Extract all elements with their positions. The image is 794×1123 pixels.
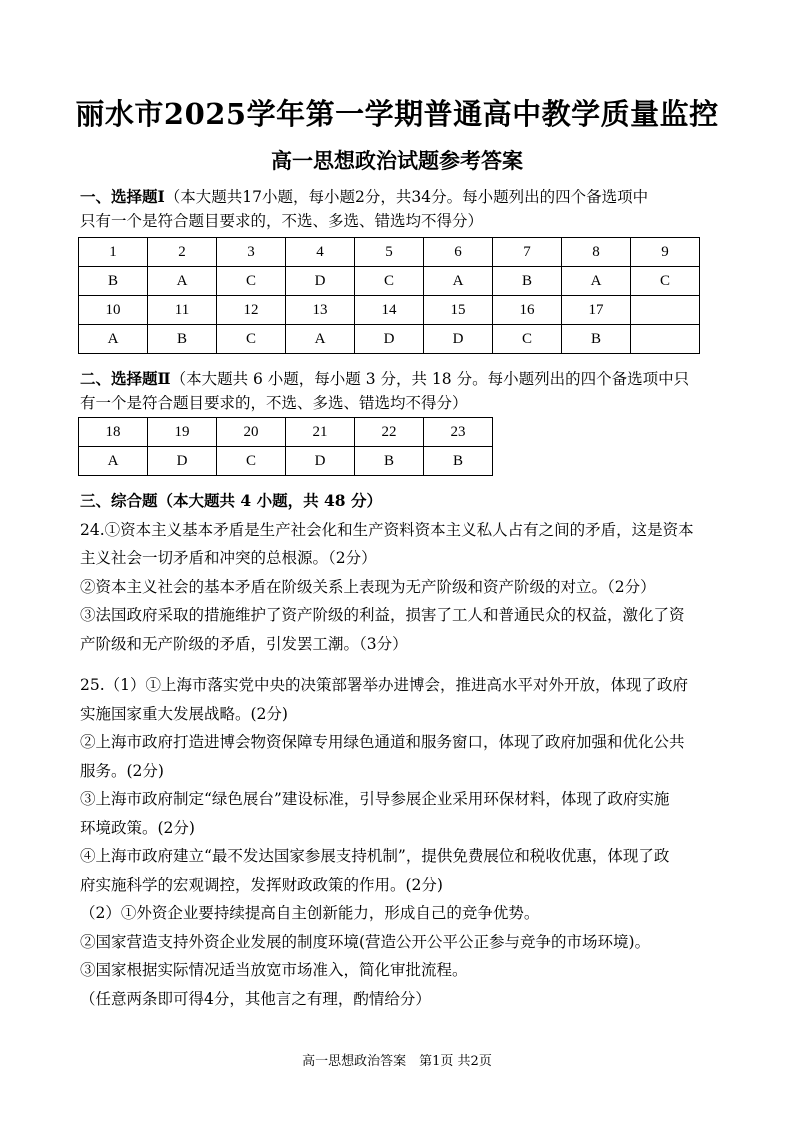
section1-note-line2: 只有一个是符合题目要求的，不选、多选、错选均不得分） bbox=[80, 212, 484, 230]
section2-heading: 二、选择题Ⅱ bbox=[80, 369, 171, 388]
section2-answer-table bbox=[78, 417, 493, 476]
question-number-cell: 12 bbox=[217, 296, 286, 325]
section2-note-line1: （本大题共 6 小题，每小题 3 分，共 18 分。每小题列出的四个备选项中只 bbox=[170, 370, 690, 388]
question-number-cell: 2 bbox=[148, 238, 217, 267]
q25-line5: ③上海市政府制定“绿色展台”建设标准，引导参展企业采用环保材料，体现了政府实施 bbox=[80, 790, 670, 808]
section1-answer-table bbox=[78, 237, 700, 354]
question-number-cell: 15 bbox=[424, 296, 493, 325]
q25-line7: ④上海市政府建立“最不发达国家参展支持机制”，提供免费展位和税收优惠，体现了政 bbox=[80, 847, 670, 865]
answer-cell: A bbox=[148, 267, 217, 296]
table-row bbox=[79, 238, 700, 267]
section1-note-line1: （本大题共17小题，每小题2分，共34分。每小题列出的四个备选项中 bbox=[164, 188, 649, 206]
q25-line4: 服务。(2分) bbox=[80, 762, 164, 780]
page-footer: 高一思想政治答案 第1页 共2页 bbox=[302, 1054, 492, 1069]
section1-heading: 一、选择题Ⅰ bbox=[80, 187, 165, 206]
question-number-cell: 18 bbox=[79, 418, 148, 447]
q25-line10: ②国家营造支持外资企业发展的制度环境(营造公开公平公正参与竞争的市场环境)。 bbox=[80, 933, 651, 951]
q24-line1: 24.①资本主义基本矛盾是生产社会化和生产资料资本主义私人占有之间的矛盾，这是资本 bbox=[80, 521, 694, 539]
question-number-cell: 13 bbox=[286, 296, 355, 325]
question-number-cell: 20 bbox=[217, 418, 286, 447]
q25-line9: （2）①外资企业要持续提高自主创新能力，形成自己的竞争优势。 bbox=[80, 904, 540, 922]
answer-cell: A bbox=[286, 325, 355, 354]
section3-heading-text: 三、综合题（本大题共 4 小题，共 48 分） bbox=[80, 491, 382, 510]
question-number-cell: 6 bbox=[424, 238, 493, 267]
section2-note-line2: 有一个是符合题目要求的，不选、多选、错选均不得分） bbox=[80, 394, 468, 412]
q25-line2: 实施国家重大发展战略。(2分) bbox=[80, 705, 288, 723]
answer-cell: B bbox=[355, 447, 424, 476]
table-row bbox=[79, 296, 700, 325]
answer-cell: A bbox=[424, 267, 493, 296]
answer-cell: C bbox=[355, 267, 424, 296]
page-subtitle: 高一思想政治试题参考答案 bbox=[271, 148, 523, 173]
answer-cell: B bbox=[562, 325, 631, 354]
question-number-cell: 1 bbox=[79, 238, 148, 267]
table-row bbox=[79, 267, 700, 296]
page-title: 丽水市2025学年第一学期普通高中教学质量监控 bbox=[75, 97, 719, 131]
table-row bbox=[79, 325, 700, 354]
q25-line1: 25.（1）①上海市落实党中央的决策部署举办进博会，推进高水平对外开放，体现了政府 bbox=[80, 676, 689, 694]
answer-cell: A bbox=[562, 267, 631, 296]
question-number-cell: 4 bbox=[286, 238, 355, 267]
section1-intro bbox=[80, 187, 720, 207]
question-number-cell: 16 bbox=[493, 296, 562, 325]
question-number-cell: 11 bbox=[148, 296, 217, 325]
answer-cell: D bbox=[355, 325, 424, 354]
question-number-cell: 19 bbox=[148, 418, 217, 447]
question-number-cell: 10 bbox=[79, 296, 148, 325]
q25-line11: ③国家根据实际情况适当放宽市场准入，简化审批流程。 bbox=[80, 961, 468, 979]
answer-cell: A bbox=[79, 447, 148, 476]
answer-cell: D bbox=[286, 267, 355, 296]
answer-cell: C bbox=[631, 267, 700, 296]
q24-line2: 主义社会一切矛盾和冲突的总根源。（2分） bbox=[80, 549, 377, 567]
q25-line8: 府实施科学的宏观调控，发挥财政政策的作用。(2分) bbox=[80, 876, 443, 894]
question-number-cell: 5 bbox=[355, 238, 424, 267]
question-number-cell bbox=[631, 296, 700, 325]
section3-heading bbox=[80, 491, 720, 511]
q24-line4: ③法国政府采取的措施维护了资产阶级的利益，损害了工人和普通民众的权益，激化了资 bbox=[80, 606, 685, 624]
question-number-cell: 17 bbox=[562, 296, 631, 325]
question-number-cell: 23 bbox=[424, 418, 493, 447]
answer-cell: C bbox=[493, 325, 562, 354]
question-number-cell: 21 bbox=[286, 418, 355, 447]
answer-cell: B bbox=[493, 267, 562, 296]
question-number-cell: 9 bbox=[631, 238, 700, 267]
q24-line3: ②资本主义社会的基本矛盾在阶级关系上表现为无产阶级和资产阶级的对立。（2分） bbox=[80, 578, 656, 596]
question-number-cell: 8 bbox=[562, 238, 631, 267]
answer-cell: D bbox=[148, 447, 217, 476]
question-number-cell: 3 bbox=[217, 238, 286, 267]
answer-cell: A bbox=[79, 325, 148, 354]
q25-line3: ②上海市政府打造进博会物资保障专用绿色通道和服务窗口，体现了政府加强和优化公共 bbox=[80, 733, 685, 751]
section2-intro bbox=[80, 369, 720, 389]
q24-line5: 产阶级和无产阶级的矛盾，引发罢工潮。（3分） bbox=[80, 635, 408, 653]
question-number-cell: 7 bbox=[493, 238, 562, 267]
q25-line6: 环境政策。(2分) bbox=[80, 819, 195, 837]
answer-cell: C bbox=[217, 325, 286, 354]
answer-cell bbox=[631, 325, 700, 354]
answer-cell: B bbox=[148, 325, 217, 354]
question-number-cell: 22 bbox=[355, 418, 424, 447]
answer-cell: D bbox=[286, 447, 355, 476]
answer-cell: B bbox=[79, 267, 148, 296]
question-number-cell: 14 bbox=[355, 296, 424, 325]
answer-cell: C bbox=[217, 447, 286, 476]
table-row bbox=[79, 418, 493, 447]
table-row bbox=[79, 447, 493, 476]
answer-cell: C bbox=[217, 267, 286, 296]
answer-cell: B bbox=[424, 447, 493, 476]
answer-cell: D bbox=[424, 325, 493, 354]
q25-line12: （任意两条即可得4分，其他言之有理，酌情给分） bbox=[80, 990, 431, 1008]
